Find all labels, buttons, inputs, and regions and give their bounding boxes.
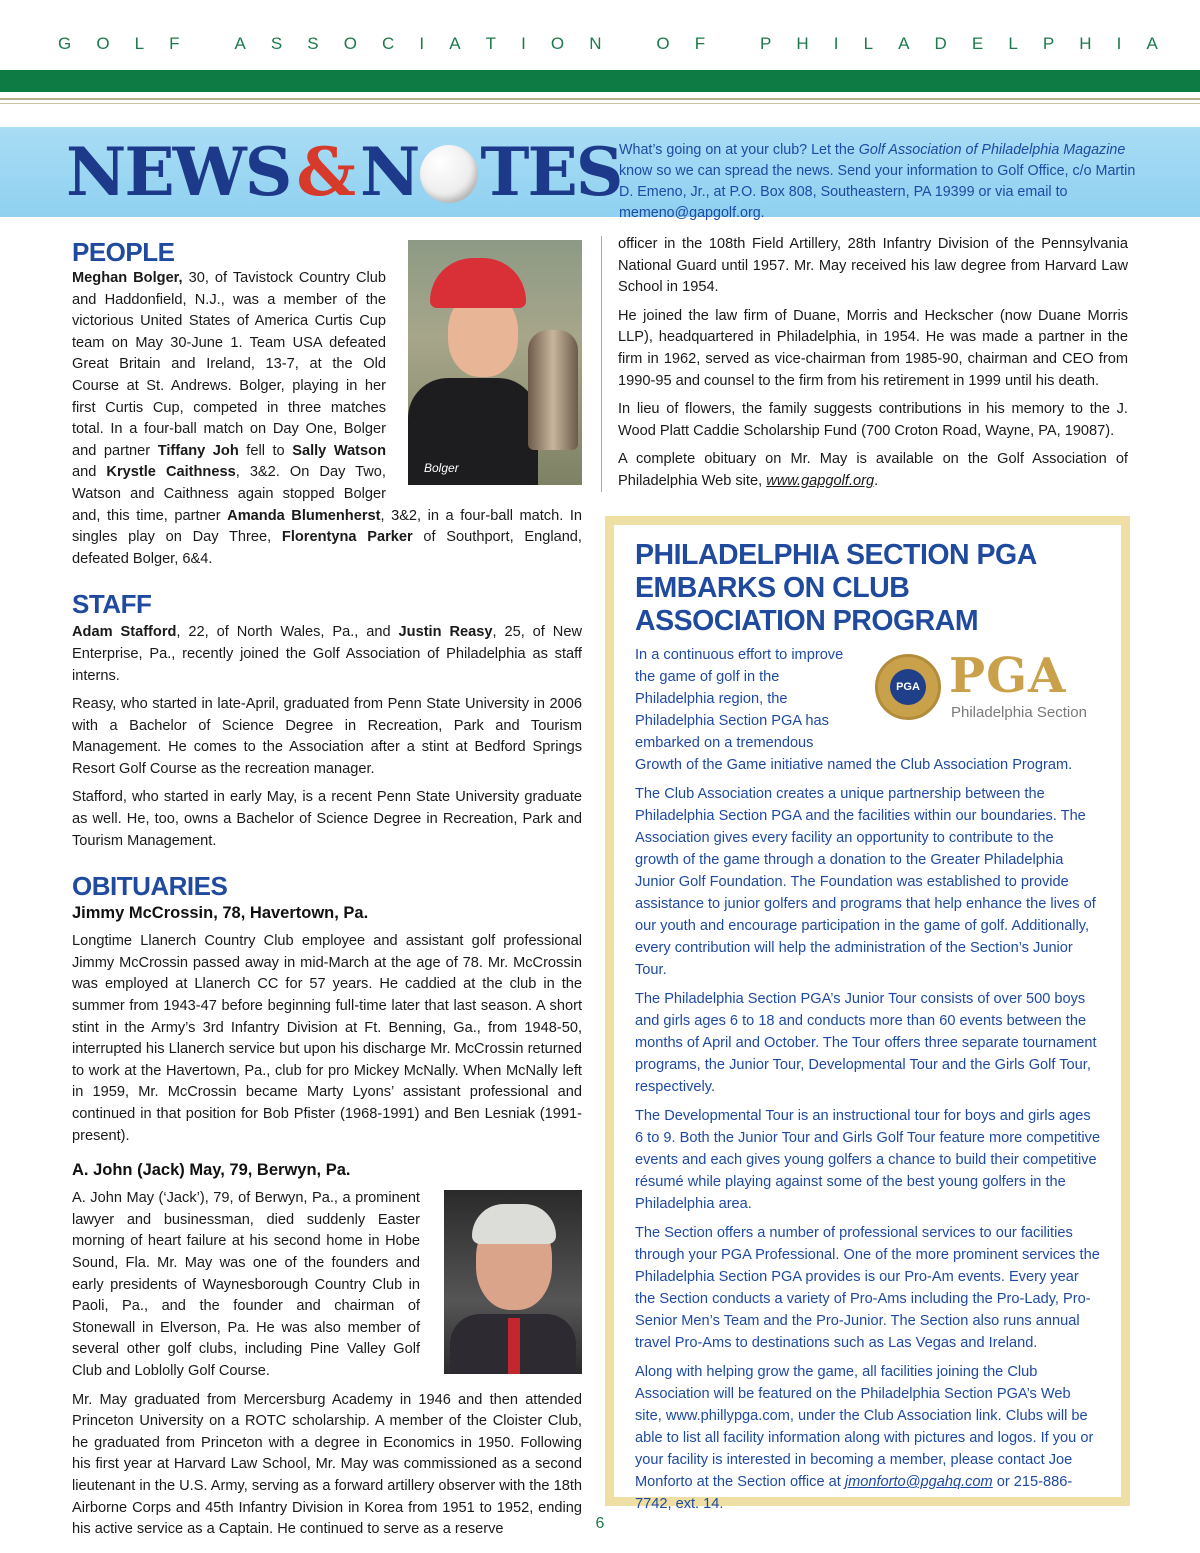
bold-name: Justin Reasy <box>398 624 493 641</box>
masthead-letter: N <box>589 34 602 53</box>
paragraph-text: , 25, of New Enterprise, Pa., recently joined the Golf Association of Philadelphia as staff interns. <box>72 624 582 684</box>
masthead-letter: T <box>485 34 497 53</box>
paragraph-text: and <box>72 464 107 481</box>
pga-logo <box>871 650 1111 730</box>
page-number: 6 <box>595 1515 605 1532</box>
masthead-green-rule <box>0 70 1200 92</box>
banner-title-ampersand: & <box>296 133 355 211</box>
pga-contact-text: Along with helping grow the game, all facilities joining the Club Association will be featured on the Philadelphia Section PGA’s Web site, www.phillypga.com, under the Club Association link. Clubs will be able to list all facility information along with pictures and logos. If you or your facility is interested in becoming a member, please contact Joe Monforto at the Section office at <box>635 1364 1094 1490</box>
may-paragraph-3: officer in the 108th Field Artillery, 28th Infantry Division of the Pennsylvania National Guard until 1957. Mr. May received his law degree from Harvard Law School in 1954. <box>618 236 1128 296</box>
masthead-letter: P <box>759 34 772 53</box>
bold-name: Tiffany Joh <box>157 442 239 459</box>
banner-intro-magazine: Golf Association of Philadelphia Magazine <box>858 142 1126 158</box>
pga-section-box <box>605 516 1130 1512</box>
bold-name: Sally Watson <box>292 442 386 459</box>
pga-seal-text: PGA <box>890 669 926 705</box>
banner-title-news: NEWS <box>66 133 291 211</box>
banner-title-tes: TES <box>480 133 622 211</box>
masthead-letter: A <box>898 34 910 53</box>
pga-logo-word: PGA <box>949 648 1067 704</box>
masthead-letter: I <box>833 34 839 53</box>
photo-caption: Bolger <box>424 461 459 475</box>
paragraph-text: , 3&2. On Day Two, Watson and Caithness again stopped Bolger and, this time, partner <box>72 464 386 524</box>
masthead-letter: A <box>234 34 246 53</box>
bold-name: Florentyna Parker <box>281 529 413 546</box>
bolger-photo <box>408 240 582 485</box>
banner-title <box>66 133 622 211</box>
masthead-letter: H <box>1079 34 1092 53</box>
masthead-letter: F <box>169 34 180 53</box>
banner-intro-text: What’s going on at your club? Let the <box>619 142 859 158</box>
masthead-letter: L <box>863 34 874 53</box>
may-paragraph-2: Mr. May graduated from Mercersburg Academy in 1946 and then attended Princeton University on a ROTC scholarship. A member of the Cloister Club, he graduated from Princeton with a degree in Economics in 1950. Following his first year at Harvard Law School, Mr. May was commissioned as a second lieutenant in the U.S. Army, serving as a forward artillery observer with the 18th Airborne Corps and 45th Infantry Division in Korea from 1951 to 1952, ending his active service as a Captain. He continued to serve as a reserve <box>72 1391 582 1538</box>
masthead-letter: O <box>550 34 565 53</box>
pga-paragraph-5: The Section offers a number of professional services to our facilities through your PGA Professional. One of the more prominent services the Philadelphia Section PGA provides is our Pro-Am events. Every year the Section conducts a variety of Pro-Ams including the Pro-Lady, Pro-Senior Men’s Team and the Pro-Junior. The Section also runs annual travel Pro-Ams to destinations such as Las Vegas and Ireland. <box>635 1225 1100 1351</box>
may-paragraph-1: A. John May (‘Jack’), 79, of Berwyn, Pa., a prominent lawyer and businessman, died suddenly Easter morning of heart failure at his second home in Hobe Sound, Fla. Mr. May was one of the founders and early presidents of Waynesborough Country Club in Paoli, Pa., and the founder and chairman of Stonewall in Elverson, Pa. He was also member of several other golf clubs, including Pine Valley Golf Club and Loblolly Golf Course. <box>72 1190 420 1379</box>
pga-paragraph-3: The Philadelphia Section PGA’s Junior Tour consists of over 500 boys and girls ages 6 to 18 and conducts more than 60 events between the months of April and October. The Tour offers three separate tournament programs, the Junior Tour, Developmental Tour and the Girls Golf Tour, respectively. <box>635 991 1097 1095</box>
golf-ball-icon <box>420 145 478 203</box>
masthead-letter: C <box>382 34 395 53</box>
banner-intro <box>619 140 1139 224</box>
bold-name: Amanda Blumenherst <box>227 507 381 524</box>
paragraph-text: , 3&2, in a four-ball match. In singles play on Day Three, <box>72 507 582 546</box>
right-column <box>618 236 1128 493</box>
obituary-link-end: . <box>874 472 879 489</box>
pga-paragraph-1: In a continuous effort to improve the game of golf in the Philadelphia region, the Philadelphia Section PGA has embarked on a tremendous Growth of the Game initiative named the Club Association Program. <box>635 647 1073 773</box>
paragraph-text: , 22, of North Wales, Pa., and <box>176 624 399 641</box>
people-heading: PEOPLE <box>72 237 175 267</box>
masthead-letter: D <box>934 34 947 53</box>
pga-logo-subtitle: Philadelphia Section <box>951 704 1087 721</box>
masthead-letter <box>205 34 210 54</box>
staff-paragraph-1 <box>72 622 582 687</box>
mccrossin-paragraph: Longtime Llanerch Country Club employee and assistant golf professional Jimmy McCrossin passed away in mid-March at the age of 78. Mr. McCrossin was employed at Llanerch CC for 57 years. He caddied at the club in the summer from 1943-47 before beginning full-time later that last season. A short stint in the Army’s 3rd Infantry Division at Ft. Benning, Ga., from 1948-50, interrupted his Llanerch service but upon his discharge Mr. McCrossin returned to work at the Havertown, Pa., club for pro Mickey McNally. When McNally left in 1959, Mr. McCrossin became Marty Lyons’ assistant professional and continued in that position for Bob Pfister (1968-1991) and Ben Lesniak (1991-present). <box>72 933 582 1144</box>
pga-seal-icon <box>875 654 941 720</box>
masthead-letter: E <box>971 34 984 53</box>
masthead-letter: H <box>796 34 809 53</box>
paragraph-text: of Southport, England, defeated Bolger, 6&4. <box>72 529 582 567</box>
masthead-letter: F <box>694 34 706 53</box>
mccrossin-heading: Jimmy McCrossin, 78, Havertown, Pa. <box>72 904 369 923</box>
masthead-letter: L <box>134 34 145 53</box>
bold-name: Adam Stafford <box>72 624 177 641</box>
column-divider <box>601 236 602 492</box>
staff-heading: STAFF <box>72 589 152 620</box>
masthead-letter: I <box>521 34 526 53</box>
banner-intro-text-2: know so we can spread the news. Send your information to Golf Office, c/o Martin D. Emeno, Jr., at P.O. Box 808, Southeastern, PA 19399 or via email to memeno@gapgolf.org. <box>619 163 1136 221</box>
masthead-letter: I <box>1116 34 1122 53</box>
bold-name: Krystle Caithness <box>106 464 236 481</box>
masthead-thin-rule <box>0 98 1200 100</box>
obituaries-heading: OBITUARIES <box>72 871 228 902</box>
masthead-letter: A <box>1146 34 1158 53</box>
bold-name: Meghan Bolger, <box>72 270 183 286</box>
banner-title-n: N <box>360 133 419 211</box>
paragraph-text: fell to <box>238 442 293 459</box>
masthead-letter <box>730 34 735 54</box>
masthead-letter: A <box>449 34 461 53</box>
masthead-letter: I <box>419 34 425 53</box>
masthead-letter: P <box>1042 34 1055 53</box>
staff-paragraph-3: Stafford, who started in early May, is a recent Penn State University graduate as well. He, too, owns a Bachelor of Science Degree in Recreation, Park and Tourism Management. <box>72 789 582 849</box>
pga-paragraph-2: The Club Association creates a unique partnership between the Philadelphia Section PGA and the facilities within our boundaries. The Association gives every facility an opportunity to contribute to the growth of the game through a donation to the Greater Philadelphia Junior Golf Foundation. The Foundation was established to provide assistance to junior golfers and programs that help enhance the lives of our youth and encourage participation in the game of golf. Additionally, every contribution will help the administration of the Section’s Junior Tour. <box>635 786 1096 978</box>
masthead-letter <box>627 34 632 54</box>
may-paragraph-6 <box>618 449 1128 492</box>
obituary-link-text: A complete obituary on Mr. May is available on the Golf Association of Philadelphia Web site, <box>618 451 1128 489</box>
pga-paragraph-6 <box>635 1361 1101 1515</box>
staff-paragraph-2: Reasy, who started in late-April, graduated from Penn State University in 2006 with a Bachelor of Science Degree in Recreation, Park and Tourism Management. He comes to the Association after a stint at Bedford Springs Resort Golf Course as the recreation manager. <box>72 696 582 777</box>
may-heading: A. John (Jack) May, 79, Berwyn, Pa. <box>72 1161 351 1180</box>
masthead-letter: O <box>656 34 670 53</box>
may-paragraph-4: He joined the law firm of Duane, Morris and Heckscher (now Duane Morris LLP), headquartered in Philadelphia, in 1954. He was made a partner in the firm in 1962, served as vice-chairman from 1985-90, chairman and CEO from 1990-95 and counsel to the firm from his retirement in 1999 until his death. <box>618 307 1128 389</box>
masthead-letter: S <box>307 34 319 53</box>
masthead-thin-rule-2 <box>0 103 1200 104</box>
masthead-letter: G <box>58 34 72 53</box>
masthead-letter: O <box>343 34 357 53</box>
may-paragraph-5: In lieu of flowers, the family suggests contributions in his memory to the J. Wood Platt Caddie Scholarship Fund (700 Croton Road, Wayne, PA, 19087). <box>618 401 1128 439</box>
left-column <box>72 236 582 1541</box>
masthead <box>58 34 1158 54</box>
masthead-letter: O <box>96 34 110 53</box>
gapgolf-link[interactable]: www.gapgolf.org <box>766 472 875 489</box>
pga-paragraph-4: The Developmental Tour is an instructional tour for boys and girls ages 6 to 9. Both the Junior Tour and Girls Golf Tour feature more competitive events and each gives young golfers a chance to build their competitive résumé while playing against some of the best young golfers in the Philadelphia area. <box>635 1108 1101 1212</box>
pga-title: PHILADELPHIA SECTION PGA EMBARKS ON CLUB ASSOCIATION PROGRAM <box>635 539 1036 637</box>
pga-contact-end: or 215-886-7742, ext. 14. <box>635 1474 1073 1512</box>
news-notes-banner <box>0 127 1200 221</box>
may-photo <box>444 1190 582 1374</box>
paragraph-text: 30, of Tavistock Country Club and Haddonfield, N.J., was a member of the victorious United States of America Curtis Cup team on May 30-June 1. Team USA defeated Great Britain and Ireland, 13-7, at the Old Course at St. Andrews. Bolger, playing in her first Curtis Cup, competed in three matches total. In a four-ball match on Day One, Bolger and partner <box>72 270 386 459</box>
pga-email-link[interactable]: jmonforto@pgahq.com <box>844 1474 993 1490</box>
masthead-letter: S <box>270 34 283 53</box>
masthead-letter: L <box>1008 34 1018 53</box>
